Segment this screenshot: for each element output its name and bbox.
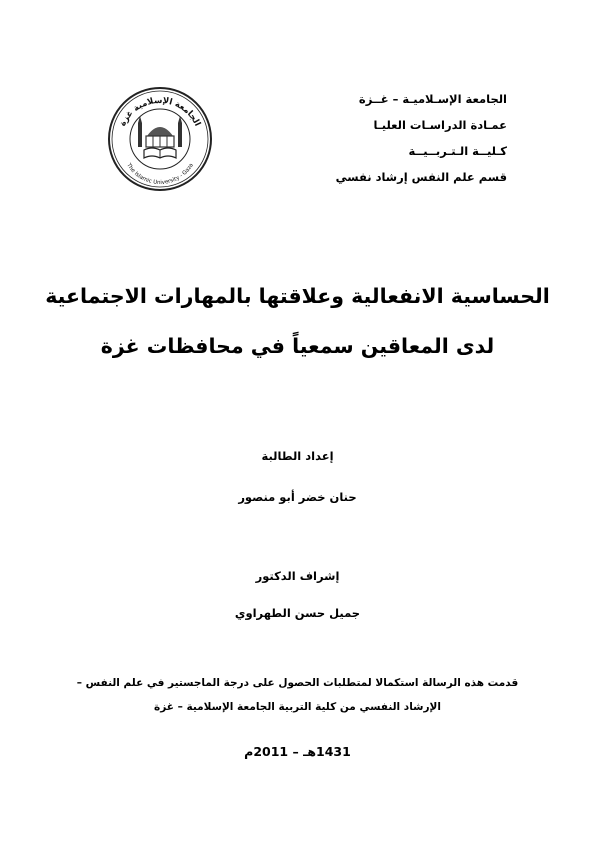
faculty-name: كـليــة الـتـربــيــة [408, 144, 507, 158]
logo-arabic-text: الجامعة الإسلامية غزة [117, 95, 203, 128]
supervisor-label: إشراف الدكتور [255, 569, 340, 583]
department-name: قسم علم النفس إرشاد نفسي [335, 170, 507, 184]
supervisor-name: جميل حسن الطهراوي [234, 606, 361, 620]
university-seal-logo [107, 86, 213, 192]
thesis-title-line-2: لدى المعاقين سمعياً في محافظات غزة [100, 334, 495, 358]
logo-english-text: The Islamic University - Gaza [125, 162, 195, 187]
thesis-date: 1431هـ – 2011م [244, 744, 351, 759]
prepared-by-label: إعداد الطالبة [261, 449, 334, 463]
university-name: الجامعة الإسـلاميـة – غــزة [358, 92, 507, 106]
dome-icon [146, 127, 174, 147]
submission-note-line-2: الإرشاد النفسي من كلية التربية الجامعة الإسلامية – غزة [154, 701, 441, 713]
svg-text:The Islamic University - Gaza [125, 162, 195, 186]
submission-note-line-1: قدمت هذه الرسالة استكمالا لمتطلبات الحصول على درجة الماجستير في علم النفس – [76, 677, 519, 689]
institution-header [287, 86, 507, 190]
student-name: حنان خضر أبو منصور [238, 490, 357, 504]
deanship-name: عمـادة الدراسـات العليـا [373, 118, 507, 132]
open-book-icon [144, 148, 176, 158]
thesis-title-line-1: الحساسية الانفعالية وعلاقتها بالمهارات الاجتماعية [45, 284, 550, 308]
